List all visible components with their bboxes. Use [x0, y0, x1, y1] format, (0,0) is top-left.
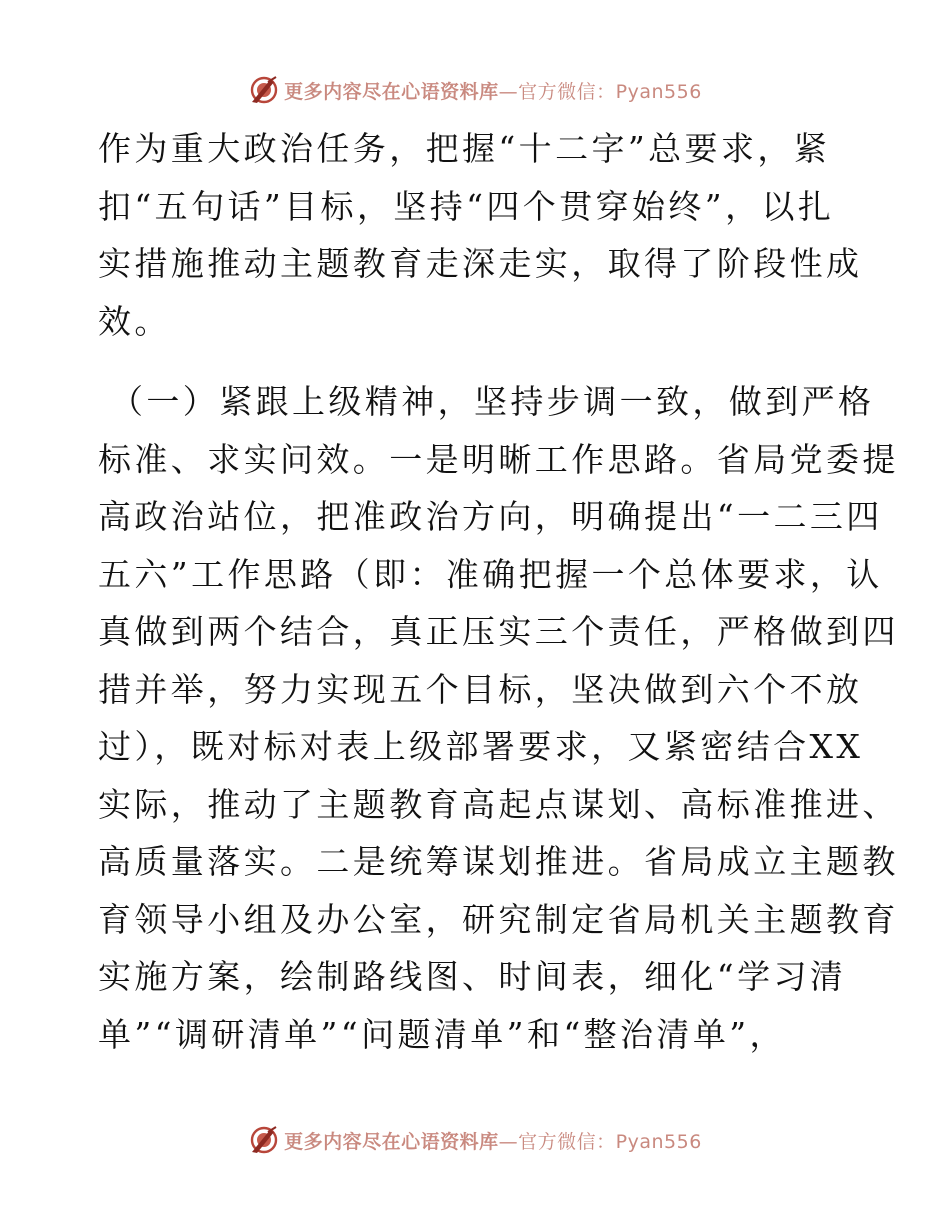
text-line: 效。 [98, 301, 171, 341]
text-line: 高质量落实。二是统筹谋划推进。省局成立主题教 [98, 842, 899, 881]
text-line: 实际，推动了主题教育高起点谋划、高标准推进、 [98, 784, 899, 824]
text-line: 扣“五句话”目标，坚持“四个贯穿始终”，以扎 [98, 186, 835, 226]
text-line: 五六”工作思路（即：准确把握一个总体要求，认 [98, 554, 883, 594]
quill-pen-logo-icon [248, 74, 280, 106]
text-line: （一）紧跟上级精神，坚持步调一致，做到严格 [110, 382, 875, 421]
text-line: 实施方案，绘制路线图、时间表，细化“学习清 [98, 957, 847, 996]
watermark-wechat: 官方微信：Pyan556 [518, 80, 702, 103]
text-line: 过），既对标对表上级部署要求，又紧密结合XX [98, 727, 864, 766]
text-line: 单”“调研清单”“问题清单”和“整治清单”， [98, 1014, 786, 1054]
quill-pen-logo-icon [248, 1124, 280, 1156]
watermark-brand: 更多内容尽在心语资料库 [284, 1130, 499, 1153]
text-line: 真做到两个结合，真正压实三个责任，严格做到四 [98, 612, 899, 651]
watermark-brand: 更多内容尽在心语资料库 [284, 80, 499, 103]
text-line: 措并举，努力实现五个目标，坚决做到六个不放 [98, 669, 863, 709]
watermark-text [284, 1127, 702, 1154]
paragraph-2 [98, 373, 899, 1063]
watermark-separator: — [498, 1130, 519, 1153]
text-line: 育领导小组及办公室，研究制定省局机关主题教育 [98, 899, 899, 939]
text-line: 标准、求实问效。一是明晰工作思路。省局党委提 [98, 439, 899, 479]
watermark-separator: — [498, 80, 519, 103]
watermark-wechat: 官方微信：Pyan556 [518, 1130, 702, 1153]
paragraph-1 [98, 120, 863, 350]
footer-watermark [0, 1120, 950, 1160]
text-line: 作为重大政治任务，把握“十二字”总要求，紧 [98, 129, 831, 168]
header-watermark [0, 70, 950, 110]
text-line: 高政治站位，把准政治方向，明确提出“一二三四 [98, 497, 883, 536]
text-line: 实措施推动主题教育走深走实，取得了阶段性成 [98, 244, 863, 283]
document-body [98, 120, 899, 1063]
watermark-text [284, 77, 702, 104]
